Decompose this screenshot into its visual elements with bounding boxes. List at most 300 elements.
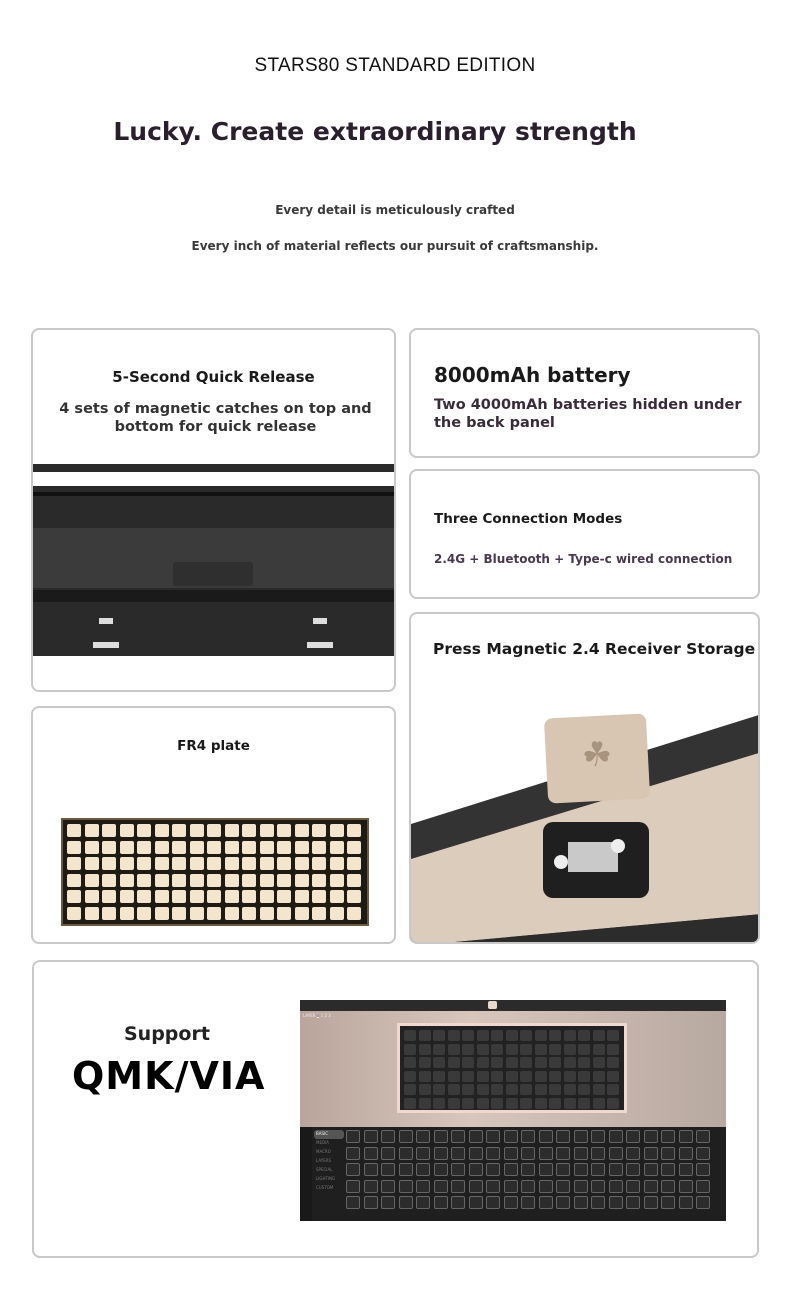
plate-cutout xyxy=(207,890,221,903)
keycode-button[interactable] xyxy=(609,1163,623,1176)
via-key[interactable] xyxy=(593,1057,605,1068)
keycode-button[interactable] xyxy=(679,1180,693,1193)
plate-cutout xyxy=(242,874,256,887)
keycode-button[interactable] xyxy=(679,1196,693,1209)
plate-cutout xyxy=(137,824,151,837)
via-key[interactable] xyxy=(564,1071,576,1082)
keycode-button[interactable] xyxy=(451,1180,465,1193)
keycode-button[interactable] xyxy=(399,1180,413,1193)
keycode-button[interactable] xyxy=(364,1147,378,1160)
keycode-button[interactable] xyxy=(696,1180,710,1193)
card-desc: Two 4000mAh batteries hidden under the back panel xyxy=(434,397,742,431)
plate-card xyxy=(31,706,396,944)
keycode-button[interactable] xyxy=(346,1196,360,1209)
keycode-button[interactable] xyxy=(574,1196,588,1209)
plate-cutout xyxy=(225,907,239,920)
keycode-button[interactable] xyxy=(609,1130,623,1143)
keycode-button[interactable] xyxy=(469,1180,483,1193)
svg-text:☘: ☘ xyxy=(581,735,613,775)
via-key[interactable] xyxy=(506,1057,518,1068)
keycode-button[interactable] xyxy=(539,1147,553,1160)
keycode-button[interactable] xyxy=(486,1196,500,1209)
keycode-button[interactable] xyxy=(556,1163,570,1176)
via-key[interactable] xyxy=(549,1030,561,1041)
keycode-button[interactable] xyxy=(346,1147,360,1160)
card-title: Press Magnetic 2.4 Receiver Storage xyxy=(433,640,756,658)
via-key[interactable] xyxy=(419,1030,431,1041)
plate-cutout xyxy=(295,824,309,837)
keycode-button[interactable] xyxy=(556,1196,570,1209)
keycode-button[interactable] xyxy=(661,1196,675,1209)
via-key[interactable] xyxy=(520,1071,532,1082)
via-key[interactable] xyxy=(593,1084,605,1095)
plate-cutout xyxy=(190,841,204,854)
via-key[interactable] xyxy=(520,1030,532,1041)
via-key[interactable] xyxy=(448,1084,460,1095)
via-key[interactable] xyxy=(477,1098,489,1109)
plate-cutout xyxy=(190,890,204,903)
via-key[interactable] xyxy=(607,1030,619,1041)
keycode-button[interactable] xyxy=(416,1180,430,1193)
via-key[interactable] xyxy=(419,1084,431,1095)
via-key[interactable] xyxy=(607,1071,619,1082)
keycode-button[interactable] xyxy=(556,1147,570,1160)
plate-cutout xyxy=(137,857,151,870)
keycode-button[interactable] xyxy=(574,1130,588,1143)
via-key[interactable] xyxy=(607,1098,619,1109)
keycode-button[interactable] xyxy=(521,1180,535,1193)
keycode-button[interactable] xyxy=(521,1147,535,1160)
plate-cutout xyxy=(347,890,361,903)
plate-cutout xyxy=(190,874,204,887)
plate-cutout xyxy=(67,907,81,920)
via-key[interactable] xyxy=(448,1071,460,1082)
keycode-button[interactable] xyxy=(399,1130,413,1143)
via-key[interactable] xyxy=(419,1057,431,1068)
keycode-button[interactable] xyxy=(469,1130,483,1143)
via-key[interactable] xyxy=(404,1030,416,1041)
keycode-button[interactable] xyxy=(626,1147,640,1160)
keycode-button[interactable] xyxy=(644,1163,658,1176)
keycode-button[interactable] xyxy=(661,1180,675,1193)
plate-cutout xyxy=(85,874,99,887)
keycode-button[interactable] xyxy=(626,1180,640,1193)
keycode-button[interactable] xyxy=(539,1130,553,1143)
keycode-button[interactable] xyxy=(381,1196,395,1209)
plate-cutout xyxy=(120,874,134,887)
plate-cutout xyxy=(330,890,344,903)
via-key[interactable] xyxy=(578,1098,590,1109)
keycode-button[interactable] xyxy=(521,1196,535,1209)
layer-1[interactable]: 1 xyxy=(320,1013,324,1018)
plate-cutout xyxy=(242,907,256,920)
via-key[interactable] xyxy=(506,1098,518,1109)
keycode-button[interactable] xyxy=(416,1130,430,1143)
via-key[interactable] xyxy=(506,1030,518,1041)
via-key[interactable] xyxy=(419,1071,431,1082)
keycode-button[interactable] xyxy=(416,1163,430,1176)
qmk-via-label: QMK/VIA xyxy=(72,1054,266,1098)
keycode-button[interactable] xyxy=(486,1180,500,1193)
plate-cutout xyxy=(347,841,361,854)
via-key[interactable] xyxy=(578,1030,590,1041)
keycode-button[interactable] xyxy=(399,1147,413,1160)
connection-card xyxy=(409,469,760,599)
card-title: Three Connection Modes xyxy=(434,511,623,527)
plate-cutout xyxy=(330,824,344,837)
via-key[interactable] xyxy=(520,1044,532,1055)
plate-cutout xyxy=(155,857,169,870)
via-key[interactable] xyxy=(419,1098,431,1109)
keycode-button[interactable] xyxy=(504,1147,518,1160)
via-key[interactable] xyxy=(477,1084,489,1095)
via-key[interactable] xyxy=(506,1044,518,1055)
keycode-button[interactable] xyxy=(346,1180,360,1193)
keycode-button[interactable] xyxy=(539,1180,553,1193)
keycode-button[interactable] xyxy=(574,1163,588,1176)
keycode-button[interactable] xyxy=(696,1147,710,1160)
plate-cutout xyxy=(120,907,134,920)
plate-cutout xyxy=(277,890,291,903)
quick-release-card xyxy=(31,328,396,692)
plate-cutout xyxy=(207,874,221,887)
via-key[interactable] xyxy=(404,1084,416,1095)
via-keycode-grid xyxy=(346,1130,722,1218)
fr4-plate-image xyxy=(61,818,369,926)
via-key[interactable] xyxy=(535,1098,547,1109)
plate-cutout xyxy=(67,874,81,887)
via-key[interactable] xyxy=(549,1098,561,1109)
plate-cutout xyxy=(312,857,326,870)
via-key[interactable] xyxy=(593,1044,605,1055)
keycode-button[interactable] xyxy=(679,1147,693,1160)
plate-cutout xyxy=(85,890,99,903)
layer-0[interactable]: 0 xyxy=(316,1013,320,1018)
keycode-button[interactable] xyxy=(486,1163,500,1176)
keycode-button[interactable] xyxy=(574,1147,588,1160)
keycode-button[interactable] xyxy=(364,1163,378,1176)
via-menu-item[interactable]: CUSTOM xyxy=(316,1185,334,1190)
via-key[interactable] xyxy=(578,1071,590,1082)
card-desc: 2.4G + Bluetooth + Type-c wired connection xyxy=(434,552,733,566)
via-key[interactable] xyxy=(491,1098,503,1109)
keycode-button[interactable] xyxy=(626,1163,640,1176)
via-key[interactable] xyxy=(462,1030,474,1041)
plate-cutout xyxy=(190,824,204,837)
plate-cutout xyxy=(120,841,134,854)
receiver-card xyxy=(409,612,760,944)
subtitle-2: Every inch of material reflects our pursuit of craftsmanship. xyxy=(191,239,599,253)
plate-cutout xyxy=(225,874,239,887)
via-key[interactable] xyxy=(535,1084,547,1095)
keycode-button[interactable] xyxy=(469,1163,483,1176)
plate-cutout xyxy=(207,857,221,870)
keycode-button[interactable] xyxy=(504,1196,518,1209)
via-key[interactable] xyxy=(448,1030,460,1041)
via-key[interactable] xyxy=(491,1071,503,1082)
keycode-button[interactable] xyxy=(381,1147,395,1160)
via-key[interactable] xyxy=(404,1071,416,1082)
via-key[interactable] xyxy=(404,1044,416,1055)
keycode-button[interactable] xyxy=(381,1163,395,1176)
keycode-button[interactable] xyxy=(346,1163,360,1176)
plate-cutout xyxy=(260,841,274,854)
via-key[interactable] xyxy=(448,1044,460,1055)
via-key[interactable] xyxy=(404,1057,416,1068)
keycode-button[interactable] xyxy=(644,1147,658,1160)
edition-title: STARS80 STANDARD EDITION xyxy=(254,55,536,76)
keycode-button[interactable] xyxy=(434,1130,448,1143)
via-menu-item[interactable]: LIGHTING xyxy=(316,1176,336,1181)
keycode-button[interactable] xyxy=(364,1180,378,1193)
keycode-button[interactable] xyxy=(591,1130,605,1143)
plate-cutout xyxy=(260,857,274,870)
layer-3[interactable]: 3 xyxy=(328,1013,331,1018)
via-key[interactable] xyxy=(520,1084,532,1095)
plate-cutout xyxy=(102,841,116,854)
plate-cutout xyxy=(277,857,291,870)
via-key[interactable] xyxy=(491,1057,503,1068)
via-key[interactable] xyxy=(462,1057,474,1068)
keycode-button[interactable] xyxy=(346,1130,360,1143)
keycode-button[interactable] xyxy=(626,1130,640,1143)
via-key[interactable] xyxy=(404,1098,416,1109)
via-key[interactable] xyxy=(549,1057,561,1068)
via-key[interactable] xyxy=(448,1098,460,1109)
via-key[interactable] xyxy=(506,1084,518,1095)
keycode-button[interactable] xyxy=(556,1180,570,1193)
via-key[interactable] xyxy=(520,1057,532,1068)
via-menu-item[interactable]: BASIC xyxy=(314,1130,344,1139)
keycode-button[interactable] xyxy=(416,1147,430,1160)
plate-cutout xyxy=(137,890,151,903)
keycode-button[interactable] xyxy=(399,1196,413,1209)
plate-cutout xyxy=(225,857,239,870)
keycode-button[interactable] xyxy=(644,1130,658,1143)
via-menu-item[interactable]: MACRO xyxy=(316,1149,331,1154)
keycode-button[interactable] xyxy=(486,1147,500,1160)
keycode-button[interactable] xyxy=(591,1180,605,1193)
via-key[interactable] xyxy=(477,1057,489,1068)
plate-cutout xyxy=(330,857,344,870)
keycode-button[interactable] xyxy=(609,1180,623,1193)
plate-cutout xyxy=(277,907,291,920)
via-menu-item[interactable]: MEDIA xyxy=(316,1140,329,1145)
via-key[interactable] xyxy=(549,1084,561,1095)
via-key[interactable] xyxy=(564,1057,576,1068)
via-key[interactable] xyxy=(491,1030,503,1041)
keycode-button[interactable] xyxy=(574,1180,588,1193)
plate-cutout xyxy=(172,907,186,920)
plate-cutout xyxy=(207,907,221,920)
keycode-button[interactable] xyxy=(381,1180,395,1193)
plate-cutout xyxy=(225,841,239,854)
keycode-button[interactable] xyxy=(434,1163,448,1176)
keycode-button[interactable] xyxy=(539,1163,553,1176)
keyboard-case-image xyxy=(33,464,396,656)
keycode-button[interactable] xyxy=(591,1163,605,1176)
keycode-button[interactable] xyxy=(434,1196,448,1209)
plate-cutout xyxy=(277,841,291,854)
plate-cutout xyxy=(277,874,291,887)
keycode-button[interactable] xyxy=(696,1130,710,1143)
keycode-button[interactable] xyxy=(644,1196,658,1209)
layer-2[interactable]: 2 xyxy=(324,1013,327,1018)
keycode-button[interactable] xyxy=(381,1130,395,1143)
keycode-button[interactable] xyxy=(591,1196,605,1209)
keycode-button[interactable] xyxy=(644,1180,658,1193)
keycode-button[interactable] xyxy=(609,1196,623,1209)
plate-cutout xyxy=(312,907,326,920)
via-key[interactable] xyxy=(462,1071,474,1082)
keycode-button[interactable] xyxy=(434,1180,448,1193)
plate-cutout xyxy=(295,907,309,920)
plate-cutout xyxy=(85,824,99,837)
via-key[interactable] xyxy=(535,1030,547,1041)
via-key[interactable] xyxy=(564,1030,576,1041)
plate-cutout xyxy=(137,874,151,887)
plate-cutout xyxy=(242,890,256,903)
plate-cutout xyxy=(137,841,151,854)
via-key[interactable] xyxy=(462,1084,474,1095)
via-key[interactable] xyxy=(593,1098,605,1109)
via-key[interactable] xyxy=(607,1044,619,1055)
plate-cutout xyxy=(207,841,221,854)
plate-cutout xyxy=(260,824,274,837)
plate-cutout xyxy=(155,841,169,854)
keycode-button[interactable] xyxy=(521,1163,535,1176)
via-key[interactable] xyxy=(477,1044,489,1055)
keycode-button[interactable] xyxy=(486,1130,500,1143)
via-key[interactable] xyxy=(433,1071,445,1082)
plate-cutout xyxy=(67,857,81,870)
card-title: 5-Second Quick Release xyxy=(112,368,315,386)
via-keyboard-preview xyxy=(397,1023,627,1113)
via-key[interactable] xyxy=(433,1084,445,1095)
support-label: Support xyxy=(124,1023,210,1045)
plate-cutout xyxy=(312,841,326,854)
via-key[interactable] xyxy=(549,1044,561,1055)
via-key[interactable] xyxy=(491,1044,503,1055)
keycode-button[interactable] xyxy=(364,1196,378,1209)
via-key[interactable] xyxy=(448,1057,460,1068)
via-key[interactable] xyxy=(433,1098,445,1109)
via-key[interactable] xyxy=(462,1098,474,1109)
keycode-button[interactable] xyxy=(504,1163,518,1176)
plate-cutout xyxy=(85,907,99,920)
keycode-button[interactable] xyxy=(469,1147,483,1160)
via-key[interactable] xyxy=(593,1030,605,1041)
via-key[interactable] xyxy=(607,1057,619,1068)
keycode-button[interactable] xyxy=(696,1163,710,1176)
plate-cutout xyxy=(312,890,326,903)
via-key[interactable] xyxy=(564,1084,576,1095)
via-key[interactable] xyxy=(419,1044,431,1055)
via-key[interactable] xyxy=(607,1084,619,1095)
keycode-button[interactable] xyxy=(556,1130,570,1143)
via-key[interactable] xyxy=(593,1071,605,1082)
via-key[interactable] xyxy=(491,1084,503,1095)
via-key[interactable] xyxy=(578,1084,590,1095)
keycode-button[interactable] xyxy=(679,1130,693,1143)
plate-cutout xyxy=(102,857,116,870)
plate-cutout xyxy=(102,890,116,903)
via-key[interactable] xyxy=(564,1044,576,1055)
plate-cutout xyxy=(172,841,186,854)
via-key[interactable] xyxy=(535,1071,547,1082)
card-title: FR4 plate xyxy=(177,738,250,754)
via-key[interactable] xyxy=(564,1098,576,1109)
via-key[interactable] xyxy=(477,1030,489,1041)
via-key[interactable] xyxy=(433,1030,445,1041)
headline: Lucky. Create extraordinary strength xyxy=(113,117,637,146)
keycode-button[interactable] xyxy=(661,1163,675,1176)
plate-cutout xyxy=(102,874,116,887)
keycode-button[interactable] xyxy=(504,1180,518,1193)
via-key[interactable] xyxy=(578,1057,590,1068)
plate-cutout xyxy=(225,890,239,903)
plate-cutout xyxy=(242,824,256,837)
keycode-button[interactable] xyxy=(661,1147,675,1160)
keyboard-icon[interactable] xyxy=(488,1001,497,1009)
keycode-button[interactable] xyxy=(609,1147,623,1160)
keycode-button[interactable] xyxy=(399,1163,413,1176)
keycode-button[interactable] xyxy=(696,1196,710,1209)
via-key[interactable] xyxy=(433,1044,445,1055)
plate-cutout xyxy=(295,841,309,854)
plate-cutout xyxy=(347,857,361,870)
via-key[interactable] xyxy=(462,1044,474,1055)
keycode-button[interactable] xyxy=(591,1147,605,1160)
plate-cutout xyxy=(172,874,186,887)
via-key[interactable] xyxy=(506,1071,518,1082)
via-key[interactable] xyxy=(535,1044,547,1055)
via-key[interactable] xyxy=(477,1071,489,1082)
keycode-button[interactable] xyxy=(451,1163,465,1176)
keycode-button[interactable] xyxy=(451,1196,465,1209)
receiver-storage-image xyxy=(411,614,760,944)
plate-cutout xyxy=(330,874,344,887)
keycode-button[interactable] xyxy=(364,1130,378,1143)
keycode-button[interactable] xyxy=(451,1147,465,1160)
keycode-button[interactable] xyxy=(451,1130,465,1143)
via-menu-item[interactable]: SPECIAL xyxy=(316,1167,333,1172)
plate-cutout xyxy=(85,857,99,870)
keycode-button[interactable] xyxy=(469,1196,483,1209)
plate-cutout xyxy=(155,874,169,887)
keycode-button[interactable] xyxy=(521,1130,535,1143)
via-key[interactable] xyxy=(520,1098,532,1109)
via-key[interactable] xyxy=(578,1044,590,1055)
via-key[interactable] xyxy=(535,1057,547,1068)
layer-label: LAYER xyxy=(303,1013,316,1018)
via-key[interactable] xyxy=(549,1071,561,1082)
keycode-button[interactable] xyxy=(504,1130,518,1143)
plate-cutout xyxy=(295,857,309,870)
keycode-button[interactable] xyxy=(434,1147,448,1160)
plate-cutout xyxy=(120,857,134,870)
via-key[interactable] xyxy=(433,1057,445,1068)
keycode-button[interactable] xyxy=(626,1196,640,1209)
keycode-button[interactable] xyxy=(416,1196,430,1209)
via-menu-item[interactable]: LAYERS xyxy=(316,1158,332,1163)
plate-cutout xyxy=(172,824,186,837)
via-menu xyxy=(314,1130,344,1193)
keycode-button[interactable] xyxy=(679,1163,693,1176)
plate-cutout xyxy=(67,890,81,903)
keycode-button[interactable] xyxy=(539,1196,553,1209)
keycode-button[interactable] xyxy=(661,1130,675,1143)
